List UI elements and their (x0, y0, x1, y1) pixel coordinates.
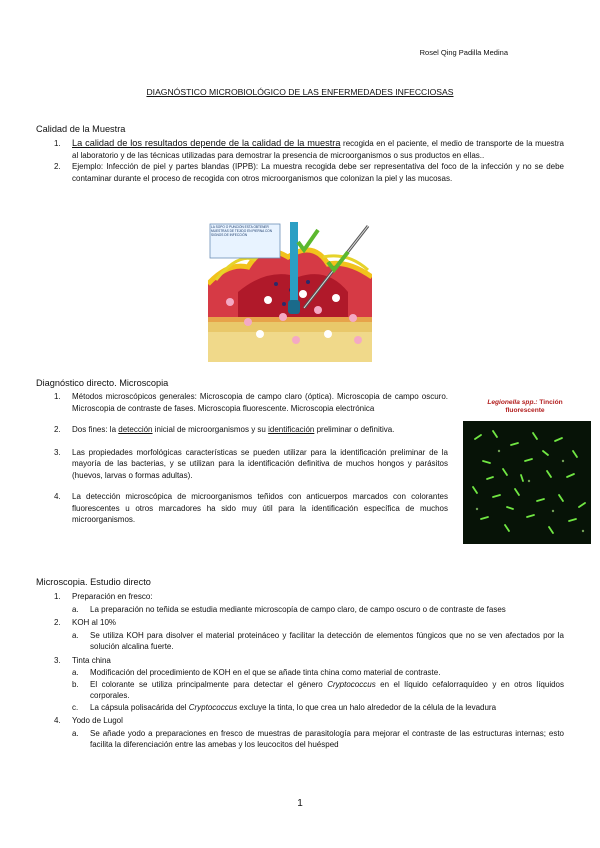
sub-list-letter: a. (72, 604, 79, 614)
sub-list-letter: b. (72, 679, 79, 689)
list-item-text: La detección microscópica de microorganismos teñidos con anticuerpos marcados con colorantes fluorescentes u otros marcadores ha sido muy útil para la identificación específica de muchos microorganismos. (72, 492, 448, 524)
author-name: Rosel Qing Padilla Medina (419, 48, 508, 57)
keyword-identificacion: identificación (268, 425, 315, 434)
sub-list (72, 630, 564, 653)
keyword-deteccion: detección (118, 425, 153, 434)
sub-list-item (72, 604, 564, 616)
sub-list-item (72, 630, 564, 653)
list-item (54, 161, 564, 184)
sub-list-text: La preparación no teñida se estudia mediante microscopía de campo claro, de campo oscuro o de contraste de fases (90, 604, 506, 614)
section-heading-microscopia: Microscopia. Estudio directo (36, 577, 151, 587)
legionella-caption (466, 399, 584, 415)
stain-label: fluorescente (505, 407, 545, 414)
organism-name: Legionella spp.: (487, 399, 538, 406)
list-item (54, 391, 448, 414)
sub-list-text: en el líquido cefalorraquídeo y en otros líquidos corporales. (90, 679, 564, 700)
page-title: DIAGNÓSTICO MICROBIOLÓGICO DE LAS ENFERMEDADES INFECCIOSAS (146, 87, 454, 97)
list-item (54, 617, 564, 653)
list-item (54, 424, 448, 436)
list-number: 4. (54, 492, 61, 501)
key-statement: La calidad de los resultados depende de la calidad de la muestra (72, 138, 341, 148)
sub-list-letter: a. (72, 668, 79, 677)
list-number: 1. (54, 139, 61, 148)
list-item-label: Yodo de Lugol (72, 716, 123, 725)
sub-list-text: La cápsula polisacárida del (90, 702, 189, 712)
section-heading-diagnostico: Diagnóstico directo. Microscopia (36, 378, 169, 388)
list-number: 4. (54, 716, 61, 725)
list-item-label: Tinta china (72, 655, 111, 665)
sub-list-item (72, 728, 564, 751)
list-item (54, 447, 448, 482)
list-item (54, 591, 564, 615)
genus-name: Cryptococcus (327, 679, 376, 689)
sub-list-item (72, 702, 564, 714)
sub-list-text: Se añade yodo a preparaciones en fresco de muestras de parasitología para mejorar el contraste de las estructuras internas; esto facilita la diferenciación entre las amebas y los leucocitos del huésped (90, 728, 564, 749)
list-number: 1. (54, 592, 61, 601)
sub-list-letter: c. (72, 702, 79, 712)
legionella-fluorescence-image (463, 421, 591, 544)
diagnostico-list (54, 391, 448, 526)
stain-label: Tinción (539, 399, 563, 406)
list-item (54, 655, 564, 714)
list-item-text: preliminar o definitiva. (314, 425, 395, 434)
sub-list-text: El colorante se utiliza principalmente para detectar el género (90, 679, 328, 689)
list-number: 2. (54, 162, 61, 171)
list-number: 2. (54, 425, 61, 434)
list-item-label: KOH al 10% (72, 618, 117, 627)
sub-list (72, 667, 564, 713)
sub-list-text: excluye la tinta, lo que crea un halo alrededor de la célula de la levadura (237, 702, 497, 712)
list-number: 1. (54, 392, 61, 401)
list-number: 3. (54, 447, 61, 457)
illustration-label: LA SOPO O PUNCIÓN ESTA OBTENER MUESTRAS DE TEJIDO EN PIERNA CON SIGNOS DE INFECCIÓN (211, 225, 273, 237)
microscopia-list (54, 591, 564, 753)
list-item-text: recogida en el paciente, el medio de transporte de la muestra al laboratorio y de las técnicas utilizadas para demostrar la presencia de microorganismos o sus productos en ellas.. (72, 139, 565, 160)
list-item-text: Las propiedades morfológicas características se pueden utilizar para la identificación preliminar de la mayoría de las bacterias, y se utilizan para la identificación definitiva de muchos hongos y parásitos (huevos, larvas o formas adultas). (72, 447, 448, 480)
sub-list (72, 728, 564, 751)
list-item-text: Métodos microscópicos generales: Microscopia de campo claro (óptica). Microscopia de campo oscuro. Microscopia de contraste de fases. Microscopia fluorescente. Microscopia electrónica (72, 392, 448, 413)
list-item-text: inicial de microorganismos y su (152, 425, 269, 434)
list-number: 2. (54, 618, 61, 627)
section-heading-calidad: Calidad de la Muestra (36, 124, 126, 134)
sub-list-letter: a. (72, 630, 79, 640)
list-item (54, 138, 564, 161)
list-number: 3. (54, 655, 61, 665)
sub-list (72, 604, 564, 616)
page-number: 1 (297, 798, 303, 809)
genus-name: Cryptococcus (188, 702, 238, 712)
list-item-text: Ejemplo: Infección de piel y partes blandas (IPPB): La muestra recogida debe ser representativa del foco de la infección y no se debe contaminar durante el proceso de recogida con otros microorganismos que colonizan la piel y las mucosas. (72, 162, 564, 183)
list-item-text: Dos fines: la (72, 425, 119, 434)
sub-list-item (72, 679, 564, 702)
sub-list-item (72, 667, 564, 679)
sub-list-text: Modificación del procedimiento de KOH en el que se añade tinta china como material de contraste. (90, 668, 441, 677)
sub-list-letter: a. (72, 728, 79, 738)
list-item (54, 715, 564, 751)
list-item (54, 491, 448, 526)
skin-infection-illustration (208, 222, 372, 362)
sub-list-text: Se utiliza KOH para disolver el material proteináceo y facilitar la detección de elementos fúngicos que no se ven afectados por la solución alcalina fuerte. (90, 630, 564, 651)
calidad-list (54, 138, 564, 184)
list-item-label: Preparación en fresco: (72, 592, 153, 601)
